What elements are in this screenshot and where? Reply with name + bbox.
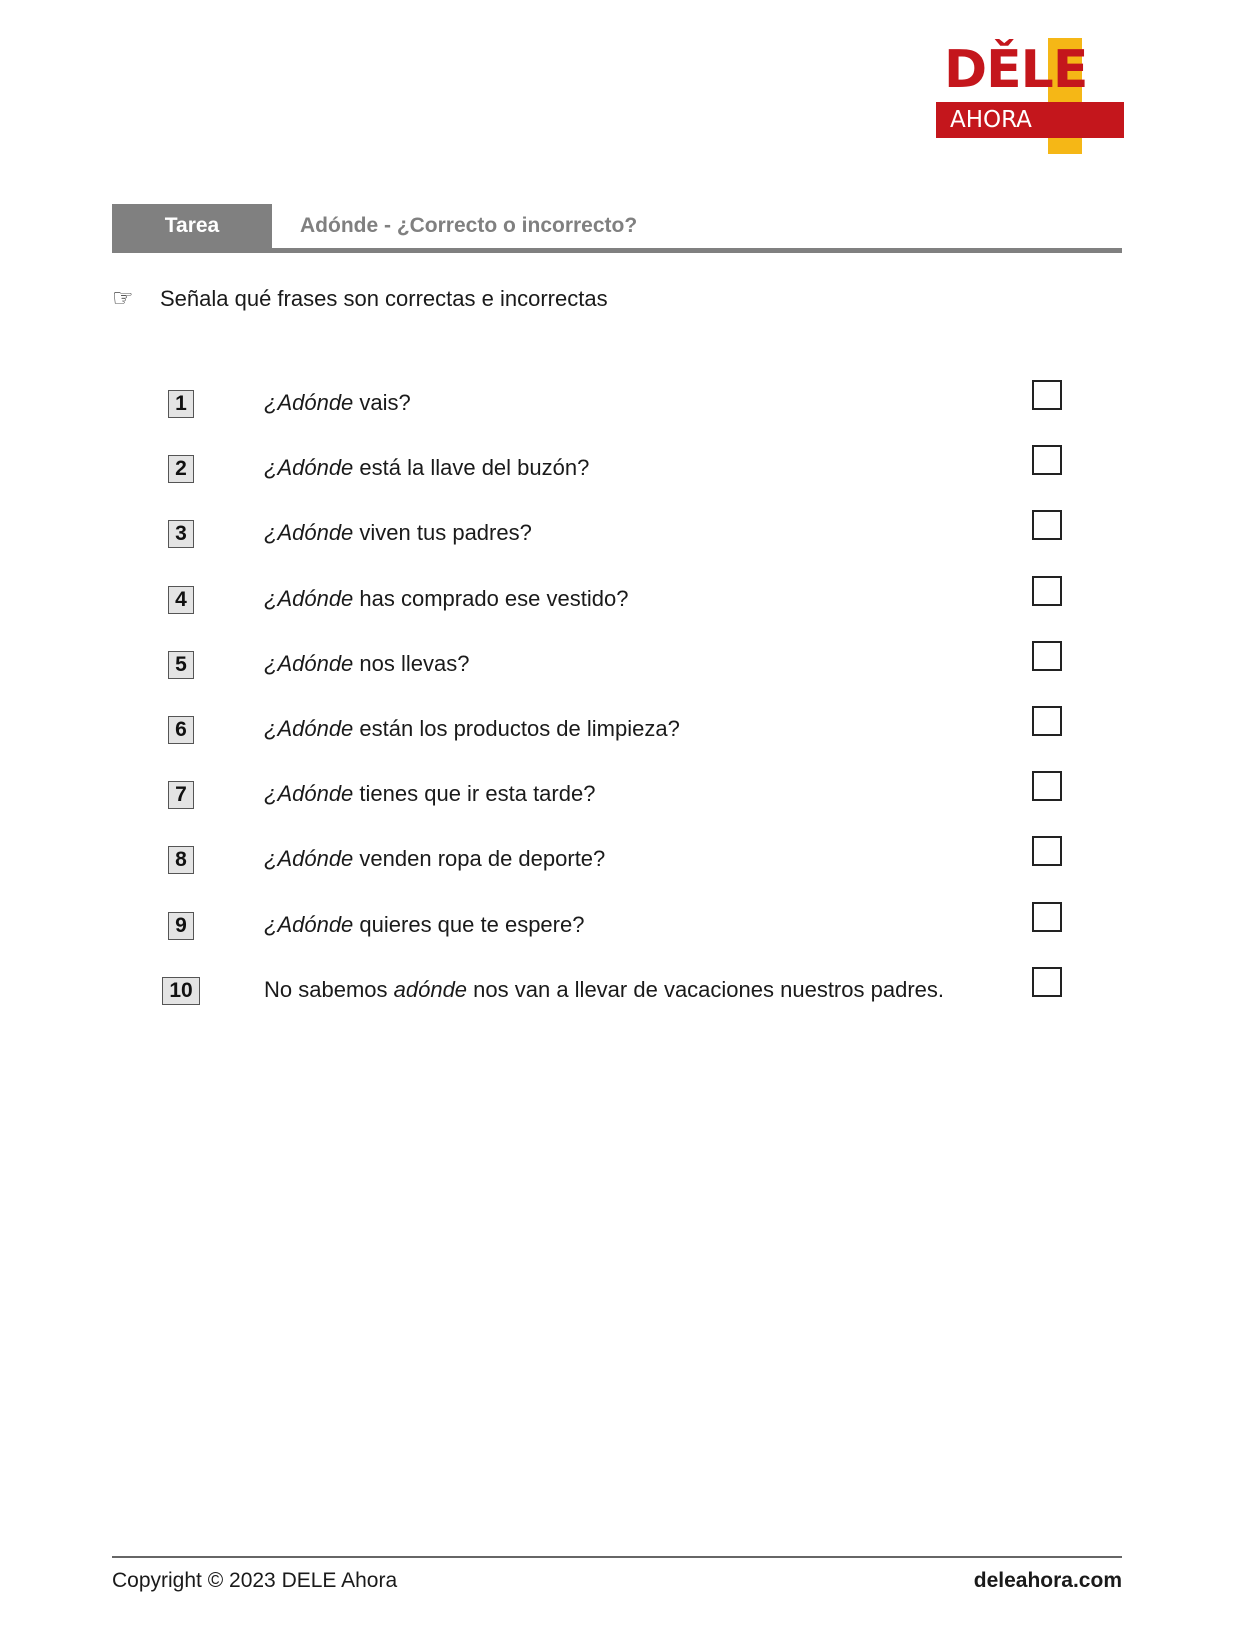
sentence-end: quieres que te espere?	[353, 912, 585, 937]
pointing-hand-icon: ☞	[112, 284, 134, 312]
item-sentence	[264, 647, 469, 681]
sentence-keyword: ¿Adónde	[264, 586, 354, 611]
sentence-end: nos van a llevar de vacaciones nuestros padres.	[467, 977, 944, 1002]
exercise-item	[0, 386, 1241, 426]
exercise-item	[0, 712, 1241, 752]
exercise-item	[0, 777, 1241, 817]
sentence-keyword: ¿Adónde	[264, 390, 354, 415]
sentence-end: está la llave del buzón?	[353, 455, 590, 480]
item-number: 7	[168, 781, 194, 809]
sentence-keyword: ¿Adónde	[264, 651, 354, 676]
task-header	[112, 204, 1122, 254]
item-number: 4	[168, 586, 194, 614]
sentence-end: venden ropa de deporte?	[353, 846, 606, 871]
answer-checkbox[interactable]	[1032, 510, 1062, 540]
sentence-keyword: ¿Adónde	[264, 846, 354, 871]
header-rule	[112, 248, 1122, 253]
exercise-item	[0, 908, 1241, 948]
answer-checkbox[interactable]	[1032, 576, 1062, 606]
exercise-item	[0, 451, 1241, 491]
sentence-keyword: ¿Adónde	[264, 716, 354, 741]
logo-dele-text: DĚLE	[944, 40, 1088, 100]
exercise-item	[0, 582, 1241, 622]
item-number: 8	[168, 846, 194, 874]
item-sentence	[264, 712, 680, 746]
item-sentence	[264, 451, 589, 485]
item-sentence	[264, 386, 411, 420]
item-sentence	[264, 842, 605, 876]
copyright-text: Copyright © 2023 DELE Ahora	[112, 1569, 398, 1592]
sentence-keyword: ¿Adónde	[264, 912, 354, 937]
exercise-item	[0, 973, 1241, 1013]
footer-rule	[112, 1556, 1122, 1558]
answer-checkbox[interactable]	[1032, 967, 1062, 997]
sentence-end: has comprado ese vestido?	[353, 586, 629, 611]
sentence-end: viven tus padres?	[353, 520, 532, 545]
answer-checkbox[interactable]	[1032, 706, 1062, 736]
item-number: 1	[168, 390, 194, 418]
item-sentence	[264, 516, 532, 550]
sentence-keyword: ¿Adónde	[264, 781, 354, 806]
item-number: 3	[168, 520, 194, 548]
item-sentence	[264, 973, 944, 1007]
sentence-start: No sabemos	[264, 977, 394, 1002]
sentence-keyword: adónde	[393, 977, 468, 1002]
item-sentence	[264, 777, 595, 811]
item-number: 9	[168, 912, 194, 940]
sentence-end: tienes que ir esta tarde?	[353, 781, 596, 806]
instruction	[112, 282, 608, 314]
exercise-item	[0, 516, 1241, 556]
item-number: 2	[168, 455, 194, 483]
sentence-end: vais?	[353, 390, 411, 415]
logo-ahora-text: AHORA	[950, 107, 1032, 133]
answer-checkbox[interactable]	[1032, 380, 1062, 410]
exercise-item	[0, 842, 1241, 882]
item-number: 6	[168, 716, 194, 744]
answer-checkbox[interactable]	[1032, 771, 1062, 801]
item-sentence	[264, 908, 584, 942]
sentence-keyword: ¿Adónde	[264, 520, 354, 545]
sentence-end: están los productos de limpieza?	[353, 716, 680, 741]
instruction-text: Señala qué frases son correctas e incorrectas	[160, 286, 608, 311]
sentence-keyword: ¿Adónde	[264, 455, 354, 480]
site-link[interactable]: deleahora.com	[973, 1569, 1122, 1592]
item-number: 5	[168, 651, 194, 679]
item-number: 10	[162, 977, 200, 1005]
answer-checkbox[interactable]	[1032, 641, 1062, 671]
answer-checkbox[interactable]	[1032, 445, 1062, 475]
sentence-end: nos llevas?	[353, 651, 470, 676]
task-label: Tarea	[112, 204, 272, 250]
task-title: Adónde - ¿Correcto o incorrecto?	[300, 214, 638, 237]
dele-ahora-logo	[936, 34, 1124, 156]
answer-checkbox[interactable]	[1032, 836, 1062, 866]
exercise-item	[0, 647, 1241, 687]
item-sentence	[264, 582, 628, 616]
answer-checkbox[interactable]	[1032, 902, 1062, 932]
